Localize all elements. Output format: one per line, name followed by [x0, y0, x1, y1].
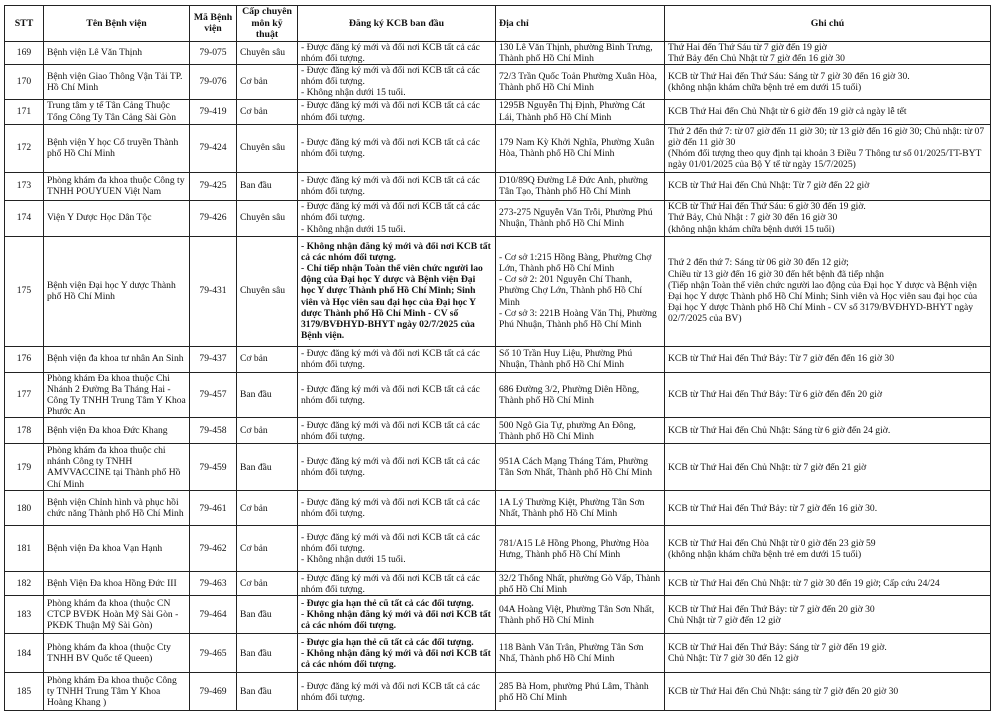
cell-technical-level: Cơ bản — [237, 99, 298, 124]
cell-address — [496, 596, 665, 634]
cell-registration-line: - Được đăng ký mới và đổi nơi KCB tất cả các nhóm đối tượng. — [301, 136, 480, 160]
cell-registration-line: - Không nhận dưới 15 tuổi. — [301, 554, 406, 566]
cell-hospital-name: Trung tâm y tế Tân Cảng Thuộc Tổng Công Ty Tân Cảng Sài Gòn — [44, 99, 190, 124]
cell-hospital-name: Bệnh Viện Đa khoa Hồng Đức III — [44, 572, 190, 596]
cell-note — [665, 372, 991, 418]
cell-registration-line: - Không nhận đăng ký mới và đổi nơi KCB tất cả các nhóm đối tượng. — [301, 609, 491, 632]
cell-technical-level: Cơ bản — [237, 346, 298, 372]
cell-address-line: 951A Cách Mạng Tháng Tám, Phường Tân Sơn Nhất, Thành phố Hồ Chí Minh — [499, 456, 653, 479]
cell-address-line: D10/89Q Đường Lê Đức Anh, phường Tân Tạo, Thành phố Hồ Chí Minh — [499, 174, 648, 198]
cell-registration-line: - Được đăng ký mới và đổi nơi KCB tất cả các nhóm đối tượng. — [301, 64, 480, 88]
cell-hospital-code: 79-425 — [190, 172, 237, 200]
cell-hospital-name: Phòng khám đa khoa (thuộc Cty TNHH BV Quốc tế Queen) — [44, 634, 190, 673]
cell-registration-line: - Không nhận đăng ký mới và đổi nơi KCB tất cả các nhóm đối tượng. — [301, 647, 491, 670]
cell-registration-line: - Được đăng ký mới và đổi nơi KCB tất cả các nhóm đối tượng. — [301, 100, 480, 123]
cell-note-line: KCB từ Thứ Hai đến Thứ Sáu: 6 giờ 30 đến 19 giờ. — [668, 201, 866, 213]
cell-address — [496, 444, 665, 491]
cell-note — [665, 124, 991, 172]
cell-registration-line: - Được đăng ký mới và đổi nơi KCB tất cả các nhóm đối tượng. — [301, 383, 480, 406]
cell-address — [496, 200, 665, 236]
cell-address — [496, 572, 665, 596]
cell-note-line: Thứ 2 đến thứ 7: từ 07 giờ đến 11 giờ 30; từ 13 giờ đến 16 giờ 30; Chủ nhật: từ 07 giờ đến 11 giờ 30 — [668, 125, 985, 148]
cell-technical-level: Cơ bản — [237, 64, 298, 99]
cell-hospital-name: Phòng khám Đa khoa thuộc Chi Nhánh 2 Đường Ba Tháng Hai - Công Ty TNHH Trung Tâm Y Khoa Phước An — [44, 372, 190, 418]
cell-note-line: Thứ Hai đến Thứ Sáu từ 7 giờ đến 19 giờ — [668, 41, 827, 53]
cell-technical-level: Ban đầu — [237, 596, 298, 634]
cell-registration-line: - Không nhận dưới 15 tuổi. — [301, 223, 406, 235]
cell-address-line: 500 Ngô Gia Tự, phường An Đông, Thành phố Hồ Chí Minh — [499, 419, 636, 442]
cell-stt: 174 — [5, 200, 44, 236]
cell-hospital-code: 79-459 — [190, 444, 237, 491]
cell-hospital-name: Bệnh viện Chỉnh hình và phục hồi chức năng Thành phố Hồ Chí Minh — [44, 491, 190, 526]
cell-stt: 169 — [5, 41, 44, 64]
cell-registration — [298, 526, 496, 572]
cell-hospital-name: Viện Y Dược Học Dân Tộc — [44, 200, 190, 236]
cell-note-line: Chủ Nhật: Từ 7 giờ 30 đến 12 giờ — [668, 653, 799, 665]
cell-registration — [298, 572, 496, 596]
header-registration: Đăng ký KCB ban đầu — [298, 6, 496, 42]
cell-address-line: 285 Bà Hom, phường Phú Lâm, Thành phố Hồ Chí Minh — [499, 680, 649, 703]
cell-note-line: KCB từ Thứ Hai đến Thứ Sáu: Sáng từ 7 giờ 30 đến 16 giờ 30. — [668, 70, 910, 82]
table-row — [5, 172, 991, 200]
cell-hospital-code: 79-462 — [190, 526, 237, 572]
cell-address — [496, 634, 665, 673]
cell-address-line: 04A Hoàng Việt, Phường Tân Sơn Nhất, Thành phố Hồ Chí Minh — [499, 603, 655, 626]
cell-note-line: KCB từ Thứ Hai đến Chủ Nhật: từ 7 giờ đến 21 giờ — [668, 461, 867, 473]
cell-registration-line: - Không nhận dưới 15 tuổi. — [301, 87, 406, 99]
header-hospital-code: Mã Bệnh viện — [190, 6, 237, 42]
cell-note-line: KCB Thứ Hai đến Chủ Nhật từ 6 giờ đến 19 giờ cả ngày lễ tết — [668, 105, 907, 117]
cell-registration-line: - Được đăng ký mới và đổi nơi KCB tất cả các nhóm đối tượng. — [301, 174, 480, 198]
cell-address-line: 179 Nam Kỳ Khởi Nghĩa, Phường Xuân Hòa, Thành phố Hồ Chí Minh — [499, 136, 655, 160]
cell-hospital-code: 79-465 — [190, 634, 237, 673]
cell-hospital-code: 79-457 — [190, 372, 237, 418]
cell-hospital-code: 79-464 — [190, 596, 237, 634]
cell-note-line: KCB từ Thứ Hai đến Chủ Nhật từ 0 giờ đến 23 giờ 59 — [668, 537, 876, 549]
table-row — [5, 200, 991, 236]
cell-registration — [298, 673, 496, 711]
cell-registration-line: - Không nhận đăng ký mới và đổi nơi KCB tất cả các nhóm đối tượng. — [301, 240, 491, 263]
cell-registration — [298, 372, 496, 418]
cell-hospital-name: Bệnh viện Lê Văn Thịnh — [44, 41, 190, 64]
cell-registration-line: - Được đăng ký mới và đổi nơi KCB tất cả các nhóm đối tượng. — [301, 456, 480, 479]
cell-stt: 183 — [5, 596, 44, 634]
cell-technical-level: Chuyên sâu — [237, 124, 298, 172]
cell-registration — [298, 124, 496, 172]
cell-address-line: - Cơ sở 3: 221B Hoàng Văn Thị, Phường Phú Nhuận, Thành phố Hồ Chí Minh — [499, 307, 657, 331]
cell-hospital-code: 79-469 — [190, 673, 237, 711]
cell-stt: 179 — [5, 444, 44, 491]
cell-technical-level: Chuyên sâu — [237, 236, 298, 346]
table-row — [5, 346, 991, 372]
cell-stt: 170 — [5, 64, 44, 99]
cell-address-line: 32/2 Thống Nhất, phường Gò Vấp, Thành phố Hồ Chí Minh — [499, 572, 661, 595]
cell-address-line: 686 Đường 3/2, Phường Diên Hồng, Thành phố Hồ Chí Minh — [499, 383, 640, 406]
cell-stt: 171 — [5, 99, 44, 124]
cell-registration-line: - Chỉ tiếp nhận Toàn thể viên chức người lao động của Đại học Y dược và Bệnh viện Đại học Y dược Thành phố Hồ Chí Minh; Sinh viên và Học viên sau đại học của Đại học Y dược Thành phố Hồ Chí Minh - CV số 3179/BVĐHYD-BHYT ngày 02/7/2025 của Bệnh viện. — [301, 263, 483, 342]
cell-note — [665, 64, 991, 99]
hospital-table — [4, 5, 991, 711]
table-row — [5, 491, 991, 526]
cell-address — [496, 346, 665, 372]
cell-note — [665, 418, 991, 444]
cell-hospital-code: 79-458 — [190, 418, 237, 444]
cell-note — [665, 444, 991, 491]
cell-registration-line: - Được gia hạn thẻ cũ tất cả các đối tượng. — [301, 598, 474, 610]
cell-technical-level: Cơ bản — [237, 491, 298, 526]
cell-address — [496, 41, 665, 64]
cell-technical-level: Ban đầu — [237, 372, 298, 418]
cell-note — [665, 673, 991, 711]
cell-note-line: (không nhận khám chữa bệnh dưới 15 tuổi) — [668, 223, 835, 235]
header-technical-level: Cấp chuyên môn kỹ thuật — [237, 6, 298, 42]
cell-hospital-code: 79-075 — [190, 41, 237, 64]
cell-technical-level: Chuyên sâu — [237, 200, 298, 236]
cell-technical-level: Chuyên sâu — [237, 41, 298, 64]
cell-registration — [298, 634, 496, 673]
table-row — [5, 99, 991, 124]
cell-registration-line: - Được đăng ký mới và đổi nơi KCB tất cả các nhóm đối tượng. — [301, 419, 480, 442]
cell-note — [665, 99, 991, 124]
table-row — [5, 596, 991, 634]
cell-note — [665, 572, 991, 596]
cell-address — [496, 372, 665, 418]
cell-note-line: Chiều từ 13 giờ đến 16 giờ 30 đến hết bệnh đã tiếp nhận — [668, 268, 884, 280]
cell-address-line: Số 10 Trần Huy Liệu, Phường Phú Nhuận, Thành phố Hồ Chí Minh — [499, 347, 633, 371]
cell-note-line: (không nhận khám chữa bệnh trẻ em dưới 15 tuổi) — [668, 548, 862, 560]
cell-hospital-code: 79-426 — [190, 200, 237, 236]
cell-registration-line: - Được đăng ký mới và đổi nơi KCB tất cả các nhóm đối tượng. — [301, 347, 480, 371]
table-row — [5, 572, 991, 596]
cell-note-line: (Nhóm đối tượng theo quy định tại khoản 3 Điều 7 Thông tư số 01/2025/TT-BYT ngày 01/01/2025 của Bộ Y tế từ ngày 15/7/2025) — [668, 148, 982, 171]
cell-stt: 182 — [5, 572, 44, 596]
cell-address-line: 1A Lý Thường Kiệt, Phường Tân Sơn Nhất, Thành phố Hồ Chí Minh — [499, 497, 645, 520]
cell-note-line: KCB từ Thứ Hai đến Chủ Nhật: từ 7 giờ 30 đến 19 giờ; Cấp cứu 24/24 — [668, 578, 940, 590]
table-row — [5, 236, 991, 346]
header-note: Ghi chú — [665, 6, 991, 42]
cell-hospital-name: Bệnh viện đa khoa tư nhân An Sinh — [44, 346, 190, 372]
cell-address — [496, 418, 665, 444]
cell-registration-line: - Được đăng ký mới và đổi nơi KCB tất cả các nhóm đối tượng. — [301, 532, 480, 555]
cell-stt: 172 — [5, 124, 44, 172]
cell-address-line: 273-275 Nguyễn Văn Trỗi, Phường Phú Nhuận, Thành phố Hồ Chí Minh — [499, 206, 653, 230]
header-stt: STT — [5, 6, 44, 42]
cell-hospital-name: Bệnh viện Đa khoa Vạn Hạnh — [44, 526, 190, 572]
cell-address — [496, 124, 665, 172]
cell-note-line: Thứ Bảy, Chủ Nhật : 7 giờ 30 đến 16 giờ 30 — [668, 212, 838, 224]
cell-address — [496, 491, 665, 526]
cell-registration — [298, 200, 496, 236]
cell-stt: 184 — [5, 634, 44, 673]
cell-registration — [298, 64, 496, 99]
cell-hospital-name: Bệnh viện Giao Thông Vận Tải TP. Hồ Chí Minh — [44, 64, 190, 99]
cell-registration — [298, 418, 496, 444]
table-row — [5, 418, 991, 444]
table-row — [5, 64, 991, 99]
cell-technical-level: Cơ bản — [237, 526, 298, 572]
cell-hospital-code: 79-419 — [190, 99, 237, 124]
cell-hospital-code: 79-463 — [190, 572, 237, 596]
cell-technical-level: Ban đầu — [237, 634, 298, 673]
cell-hospital-name: Phòng khám đa khoa thuộc Công ty TNHH POUYUEN Việt Nam — [44, 172, 190, 200]
table-row — [5, 526, 991, 572]
cell-note-line: KCB từ Thứ Hai đến Chủ Nhật: sáng từ 7 giờ đến 20 giờ 30 — [668, 686, 899, 698]
cell-registration — [298, 236, 496, 346]
cell-address — [496, 236, 665, 346]
cell-stt: 177 — [5, 372, 44, 418]
cell-note-line: KCB từ Thứ Hai đến Thứ Bảy: Từ 6 giờ đến đến 20 giờ — [668, 389, 883, 401]
cell-note — [665, 236, 991, 346]
cell-note-line: KCB từ Thứ Hai đến Chủ Nhật: Từ 7 giờ đến 22 giờ — [668, 180, 870, 192]
cell-note-line: KCB từ Thứ Hai đến Chủ Nhật: Sáng từ 6 giờ đến 24 giờ. — [668, 425, 891, 437]
cell-note — [665, 172, 991, 200]
cell-registration-line: - Được đăng ký mới và đổi nơi KCB tất cả các nhóm đối tượng. — [301, 572, 480, 595]
table-body — [5, 41, 991, 711]
cell-note — [665, 200, 991, 236]
cell-stt: 173 — [5, 172, 44, 200]
header-address: Địa chỉ — [496, 6, 665, 42]
cell-technical-level: Cơ bản — [237, 418, 298, 444]
cell-address — [496, 526, 665, 572]
cell-address — [496, 99, 665, 124]
cell-address — [496, 64, 665, 99]
cell-registration — [298, 41, 496, 64]
cell-hospital-name: Phòng khám đa khoa thuộc chi nhánh Công ty TNHH AMVVACCINE tại Thành phố Hồ Chí Minh — [44, 444, 190, 491]
cell-note — [665, 346, 991, 372]
cell-address-line: 72/3 Trần Quốc Toản Phường Xuân Hòa, Thành phố Hồ Chí Minh — [499, 70, 657, 93]
cell-address — [496, 172, 665, 200]
cell-technical-level: Ban đầu — [237, 673, 298, 711]
cell-address-line: 781/A15 Lê Hồng Phong, Phường Hòa Hưng, Thành phố Hồ Chí Minh — [499, 537, 649, 560]
cell-note-line: (Tiếp nhận Toàn thể viên chức người lao động của Đại học Y dược và Bệnh viện Đại học Y dược Thành phố Hồ Chí Minh; Sinh viên và Học viên sau đại học của Đại học Y dược Thành phố Hồ Chí Minh - CV số 3179/BVĐHYD-BHYT ngày 02/7/2025 của BV) — [668, 279, 978, 325]
cell-hospital-code: 79-461 — [190, 491, 237, 526]
cell-registration-line: - Được gia hạn thẻ cũ tất cả các đối tượng. — [301, 636, 474, 648]
table-row — [5, 372, 991, 418]
cell-stt: 185 — [5, 673, 44, 711]
cell-address-line: 130 Lê Văn Thịnh, phường Bình Trưng, Thành phố Hồ Chí Minh — [499, 41, 653, 64]
cell-hospital-name: Phòng khám Đa khoa thuộc Công ty TNHH Trung Tâm Y Khoa Hoàng Khang ) — [44, 673, 190, 711]
cell-hospital-name: Bệnh viện Y học Cổ truyền Thành phố Hồ Chí Minh — [44, 124, 190, 172]
cell-registration-line: - Được đăng ký mới và đổi nơi KCB tất cả các nhóm đối tượng. — [301, 201, 480, 224]
cell-note-line: KCB từ Thứ Hai đến Thứ Bảy: từ 7 giờ đến 20 giờ 30 — [668, 603, 875, 615]
cell-stt: 176 — [5, 346, 44, 372]
cell-address-line: - Cơ sở 1:215 Hồng Bàng, Phường Chợ Lớn, Thành phố Hồ Chí Minh — [499, 251, 652, 274]
cell-hospital-code: 79-424 — [190, 124, 237, 172]
cell-stt: 181 — [5, 526, 44, 572]
cell-note — [665, 634, 991, 673]
cell-technical-level: Ban đầu — [237, 444, 298, 491]
cell-note — [665, 526, 991, 572]
cell-address — [496, 673, 665, 711]
cell-hospital-name: Bệnh viện Đại học Y dược Thành phố Hồ Chí Minh — [44, 236, 190, 346]
cell-technical-level: Cơ bản — [237, 572, 298, 596]
cell-hospital-code: 79-437 — [190, 346, 237, 372]
cell-registration — [298, 99, 496, 124]
table-row — [5, 444, 991, 491]
cell-address-line: 1295B Nguyễn Thị Định, Phường Cát Lái, Thành phố Hồ Chí Minh — [499, 100, 646, 123]
cell-note-line: KCB từ Thứ Hai đến Thứ Bảy: từ 7 giờ đến 16 giờ 30. — [668, 502, 878, 514]
cell-note-line: Chủ Nhật từ 7 giờ đến 12 giờ — [668, 614, 781, 626]
cell-hospital-name: Phòng khám đa khoa (thuộc CN CTCP BVĐK Hoàn Mỹ Sài Gòn - PKĐK Thuận Mỹ Sài Gòn) — [44, 596, 190, 634]
cell-note-line: Thứ Bảy đến Chủ Nhật từ 7 giờ đến 16 giờ 30 — [668, 52, 845, 64]
cell-technical-level: Ban đầu — [237, 172, 298, 200]
table-row — [5, 673, 991, 711]
cell-note — [665, 596, 991, 634]
cell-hospital-code: 79-076 — [190, 64, 237, 99]
cell-note-line: KCB từ Thứ Hai đến Thứ Bảy: Sáng từ 7 giờ đến 19 giờ. — [668, 642, 887, 654]
header-hospital-name: Tên Bệnh viện — [44, 6, 190, 42]
cell-address-line: - Cơ sở 2: 201 Nguyễn Chí Thanh, Phường Chợ Lớn, Thành phố Hồ Chí Minh — [499, 274, 643, 308]
cell-note — [665, 41, 991, 64]
cell-stt: 175 — [5, 236, 44, 346]
cell-registration-line: - Được đăng ký mới và đổi nơi KCB tất cả các nhóm đối tượng. — [301, 680, 480, 703]
cell-registration — [298, 596, 496, 634]
cell-address-line: 118 Bành Văn Trân, Phường Tân Sơn Nhấ, Thành phố Hồ Chí Minh — [499, 642, 644, 665]
cell-registration — [298, 491, 496, 526]
cell-registration — [298, 172, 496, 200]
cell-registration — [298, 444, 496, 491]
cell-hospital-name: Bệnh viện Đa khoa Đức Khang — [44, 418, 190, 444]
cell-note-line: Thứ 2 đến thứ 7: Sáng từ 06 giờ 30 đến 12 giờ; — [668, 257, 849, 269]
cell-note-line: (không nhận khám chữa bệnh trẻ em dưới 15 tuổi) — [668, 81, 862, 93]
cell-registration-line: - Được đăng ký mới và đổi nơi KCB tất cả các nhóm đối tượng. — [301, 41, 480, 64]
cell-note — [665, 491, 991, 526]
cell-note-line: KCB từ Thứ Hai đến Thứ Bảy: Từ 7 giờ đến đến 16 giờ 30 — [668, 353, 895, 365]
cell-registration — [298, 346, 496, 372]
cell-stt: 180 — [5, 491, 44, 526]
cell-stt: 178 — [5, 418, 44, 444]
table-row — [5, 124, 991, 172]
cell-hospital-code: 79-431 — [190, 236, 237, 346]
table-header-row — [5, 6, 991, 42]
table-row — [5, 41, 991, 64]
table-row — [5, 634, 991, 673]
cell-registration-line: - Được đăng ký mới và đổi nơi KCB tất cả các nhóm đối tượng. — [301, 497, 480, 520]
